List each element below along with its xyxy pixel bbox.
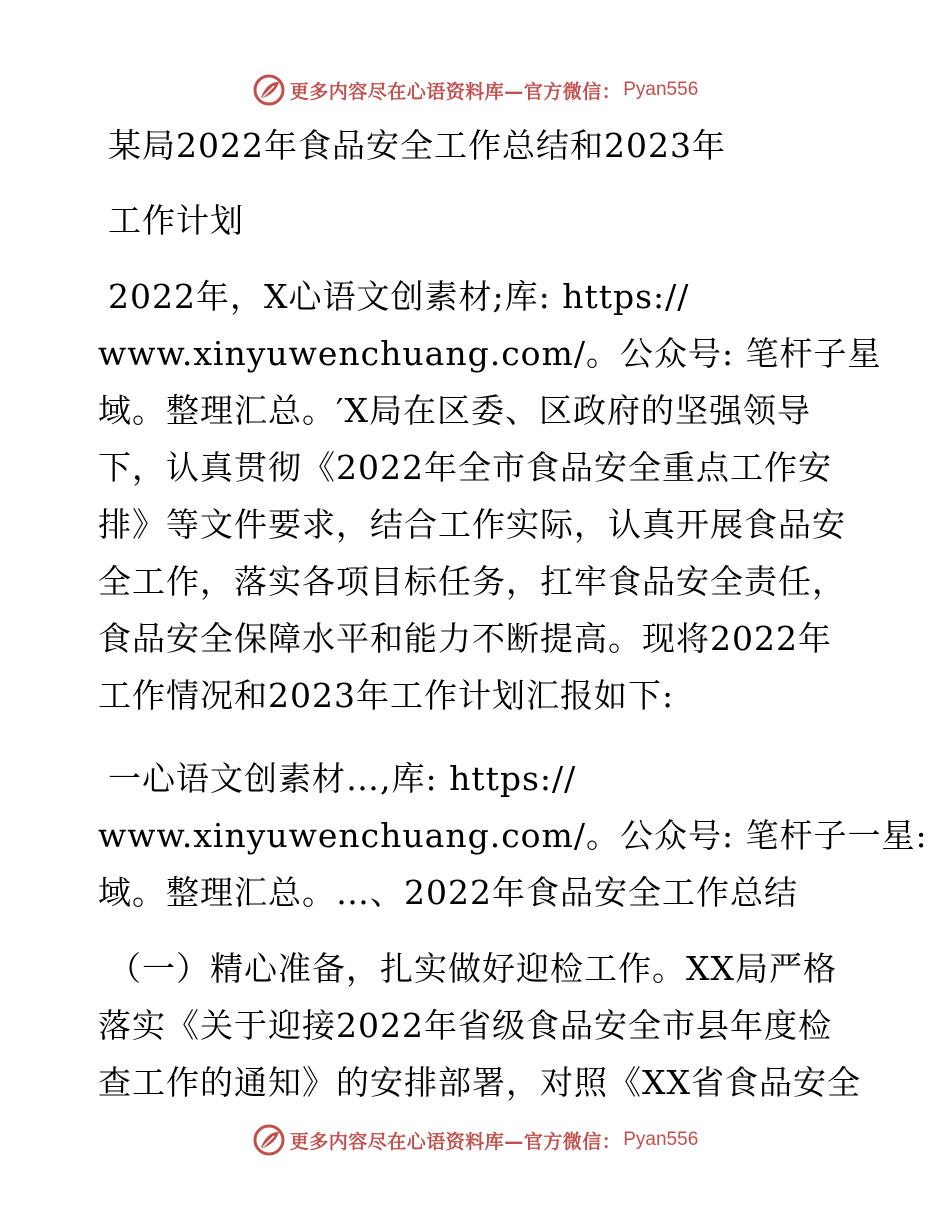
title-line: 某局2022年食品安全工作总结和2023年	[108, 126, 726, 165]
header-banner	[0, 70, 950, 110]
intro-paragraph	[98, 268, 882, 724]
red-leaf-logo-icon	[252, 73, 286, 107]
text-line: 域。整理汇总。′X局在区委、区政府的坚强领导	[98, 391, 811, 430]
title-line: 工作计划	[108, 201, 244, 240]
banner-text: 更多内容尽在心语资料库—官方微信：	[289, 1130, 622, 1153]
text-line: 工作情况和2023年工作计划汇报如下:	[98, 676, 675, 715]
text-line: 全工作，落实各项目标任务，扛牢食品安全责任，	[98, 562, 846, 601]
banner-contact: Pyan556	[623, 79, 699, 100]
document-title-continued	[98, 192, 868, 249]
item-one-paragraph	[98, 940, 868, 1111]
text-line: 下，认真贯彻《2022年全市食品安全重点工作安	[98, 448, 832, 487]
text-line: （一）精心准备，扎实做好迎检工作。XX局严格	[108, 949, 837, 988]
text-line: www.xinyuwenchuang.com/。公众号: 笔杆子星	[98, 334, 882, 373]
text-line: 查工作的通知》的安排部署，对照《XX省食品安全	[98, 1063, 861, 1102]
red-leaf-logo-icon	[252, 1123, 286, 1157]
text-line: 一心语文创素材…,库: https://	[108, 759, 577, 798]
section-heading	[98, 750, 928, 921]
text-line: www.xinyuwenchuang.com/。公众号: 笔杆子一星:	[98, 816, 928, 855]
text-line: 食品安全保障水平和能力不断提高。现将2022年	[98, 619, 832, 658]
text-line: 域。整理汇总。…、2022年食品安全工作总结	[98, 873, 798, 912]
text-line: 落实《关于迎接2022年省级食品安全市县年度检	[98, 1006, 832, 1045]
document-title	[98, 117, 868, 174]
banner-text: 更多内容尽在心语资料库—官方微信：	[289, 80, 622, 103]
text-line: 2022年，X心语文创素材;库: https://	[108, 277, 690, 316]
footer-banner	[0, 1120, 950, 1160]
text-line: 排》等文件要求，结合工作实际，认真开展食品安	[98, 505, 846, 544]
banner-contact: Pyan556	[623, 1129, 699, 1150]
